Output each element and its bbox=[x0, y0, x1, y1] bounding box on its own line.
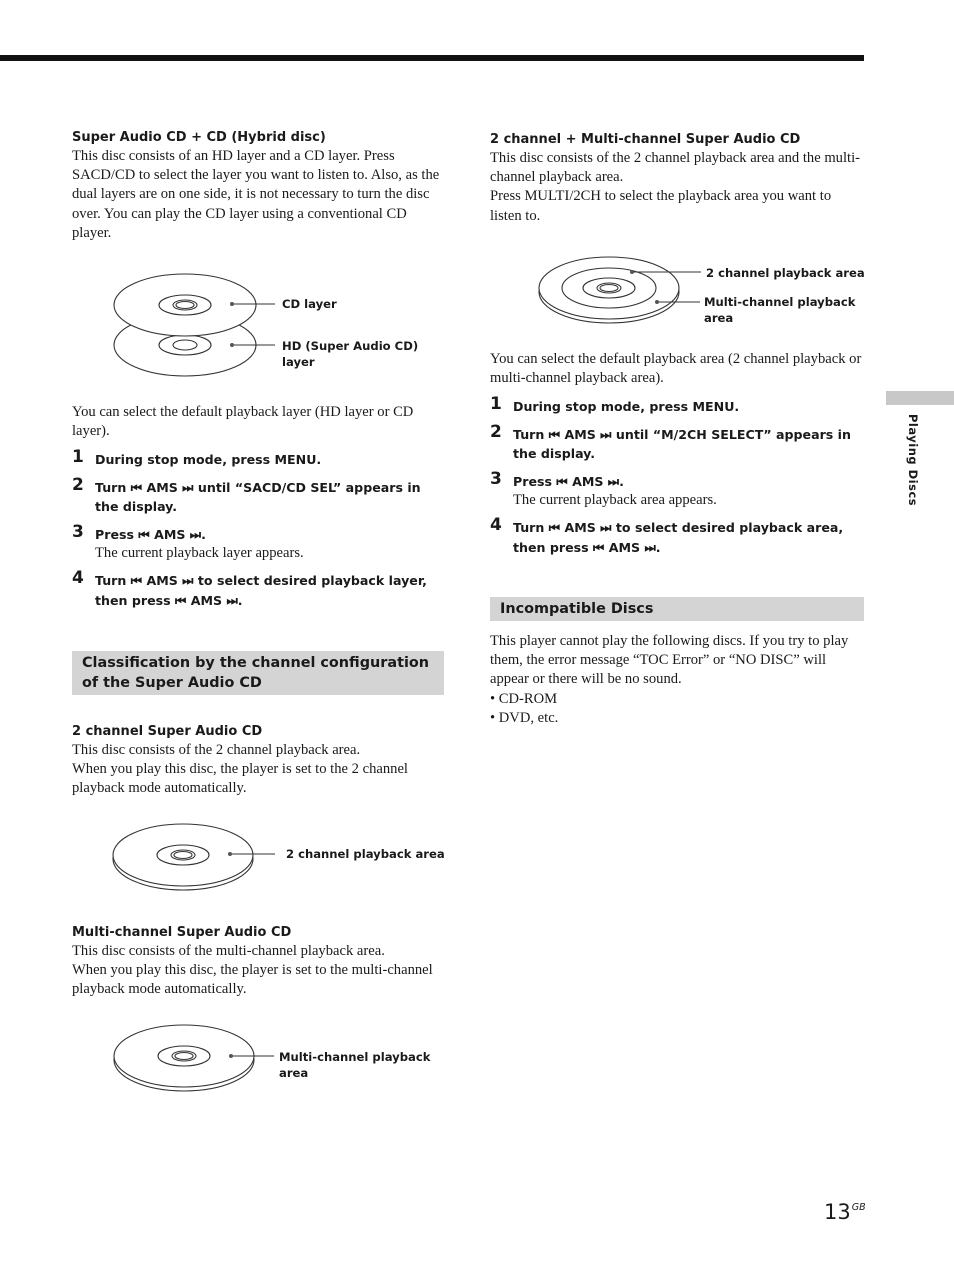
step-note: The current playback area appears. bbox=[513, 492, 717, 509]
step-text: Turn ⏮ AMS ⏭ to select desired playback area, then press ⏮ AMS ⏭. bbox=[513, 520, 844, 555]
two-channel-body: This disc consists of the 2 channel playback area. When you play this disc, the player is set to the 2 channel playback mode automatically. bbox=[72, 742, 408, 797]
step-note: The current playback layer appears. bbox=[95, 545, 304, 562]
left-column bbox=[72, 129, 446, 243]
combo-body: This disc consists of the 2 channel playback area and the multi-channel playback area. Press MULTI/2CH to select the playback area you want to listen to. bbox=[490, 150, 861, 224]
combo-step-1 bbox=[490, 394, 864, 417]
combo-multi-label-line1: Multi-channel playback bbox=[704, 295, 856, 309]
left-steps-block bbox=[72, 403, 446, 610]
step-text: Turn ⏮ AMS ⏭ to select desired playback layer, then press ⏮ AMS ⏭. bbox=[95, 573, 427, 608]
combo-2ch-label: 2 channel playback area bbox=[706, 266, 865, 280]
multi-channel-label-line2: area bbox=[279, 1066, 309, 1080]
hybrid-default-text: You can select the default playback layer (HD layer or CD layer). bbox=[72, 404, 414, 440]
step-text: During stop mode, press MENU. bbox=[513, 399, 740, 415]
step-number: 2 bbox=[72, 474, 84, 495]
step-number: 3 bbox=[72, 521, 84, 542]
step-number: 2 bbox=[490, 421, 502, 442]
two-channel-area-label: 2 channel playback area bbox=[286, 847, 445, 861]
step-text: During stop mode, press MENU. bbox=[95, 452, 322, 468]
combo-step-3 bbox=[490, 468, 864, 511]
combo-title: 2 channel + Multi-channel Super Audio CD bbox=[490, 132, 801, 147]
side-tab-label: Playing Discs bbox=[906, 414, 920, 507]
hybrid-step-1 bbox=[72, 447, 446, 470]
combo-section bbox=[490, 131, 864, 226]
incompatible-item-dvd: • DVD, etc. bbox=[490, 709, 559, 726]
right-steps-block bbox=[490, 350, 864, 557]
step-text: Press ⏮ AMS ⏭. bbox=[95, 526, 206, 542]
step-number: 3 bbox=[490, 468, 502, 489]
page-number-suffix: GB bbox=[851, 1202, 866, 1213]
combo-step-4 bbox=[490, 515, 864, 557]
step-number: 4 bbox=[490, 515, 502, 536]
multi-channel-body: This disc consists of the multi-channel playback area. When you play this disc, the player is set to the multi-channel playback mode automatically. bbox=[72, 943, 433, 998]
two-channel-title: 2 channel Super Audio CD bbox=[72, 724, 263, 739]
hybrid-step-2 bbox=[72, 474, 446, 517]
hybrid-step-3 bbox=[72, 521, 446, 564]
hybrid-disc-illustration bbox=[100, 265, 300, 385]
page-number bbox=[824, 1200, 866, 1224]
top-rule bbox=[0, 55, 864, 61]
combo-disc-illustration bbox=[530, 248, 730, 328]
two-channel-disc-illustration bbox=[100, 815, 300, 895]
multi-channel-title: Multi-channel Super Audio CD bbox=[72, 925, 292, 940]
step-number: 4 bbox=[72, 568, 84, 589]
incompatible-item-cdrom: • CD-ROM bbox=[490, 690, 558, 707]
hd-layer-label-line1: HD (Super Audio CD) bbox=[282, 339, 419, 353]
incompatible-body: This player cannot play the following discs. If you try to play them, the error message “TOC Error” or “NO DISC” will appear or there will be no sound. bbox=[490, 633, 849, 688]
combo-step-2 bbox=[490, 421, 864, 464]
hd-layer-label-line2: layer bbox=[282, 355, 315, 369]
hybrid-step-4 bbox=[72, 568, 446, 610]
cd-layer-label: CD layer bbox=[282, 297, 337, 311]
page-number-value: 13 bbox=[824, 1200, 851, 1224]
step-text: Press ⏮ AMS ⏭. bbox=[513, 473, 624, 489]
hybrid-title: Super Audio CD + CD (Hybrid disc) bbox=[72, 130, 326, 145]
side-tab-marker bbox=[886, 391, 954, 405]
step-number: 1 bbox=[490, 394, 502, 415]
multi-channel-section bbox=[72, 924, 446, 1000]
incompatible-section bbox=[490, 632, 864, 728]
step-number: 1 bbox=[72, 447, 84, 468]
two-channel-section bbox=[72, 723, 446, 799]
combo-default-text: You can select the default playback area (2 channel playback or multi-channel playback area). bbox=[490, 351, 862, 387]
combo-multi-label-line2: area bbox=[704, 311, 734, 325]
step-text: Turn ⏮ AMS ⏭ until “M/2CH SELECT” appears in the display. bbox=[513, 426, 851, 462]
classification-heading: Classification by the channel configuration of the Super Audio CD bbox=[72, 651, 444, 695]
multi-channel-label-line1: Multi-channel playback bbox=[279, 1050, 431, 1064]
incompatible-heading: Incompatible Discs bbox=[490, 597, 864, 621]
hybrid-body: This disc consists of an HD layer and a CD layer. Press SACD/CD to select the layer you want to listen to. Also, as the dual layers are on one side, it is not necessary to turn the disc over. You can play the CD layer using a conventional CD player. bbox=[72, 148, 440, 241]
multi-channel-disc-illustration bbox=[100, 1018, 300, 1098]
step-text: Turn ⏮ AMS ⏭ until “SACD/CD SEL” appears in the display. bbox=[95, 479, 421, 515]
